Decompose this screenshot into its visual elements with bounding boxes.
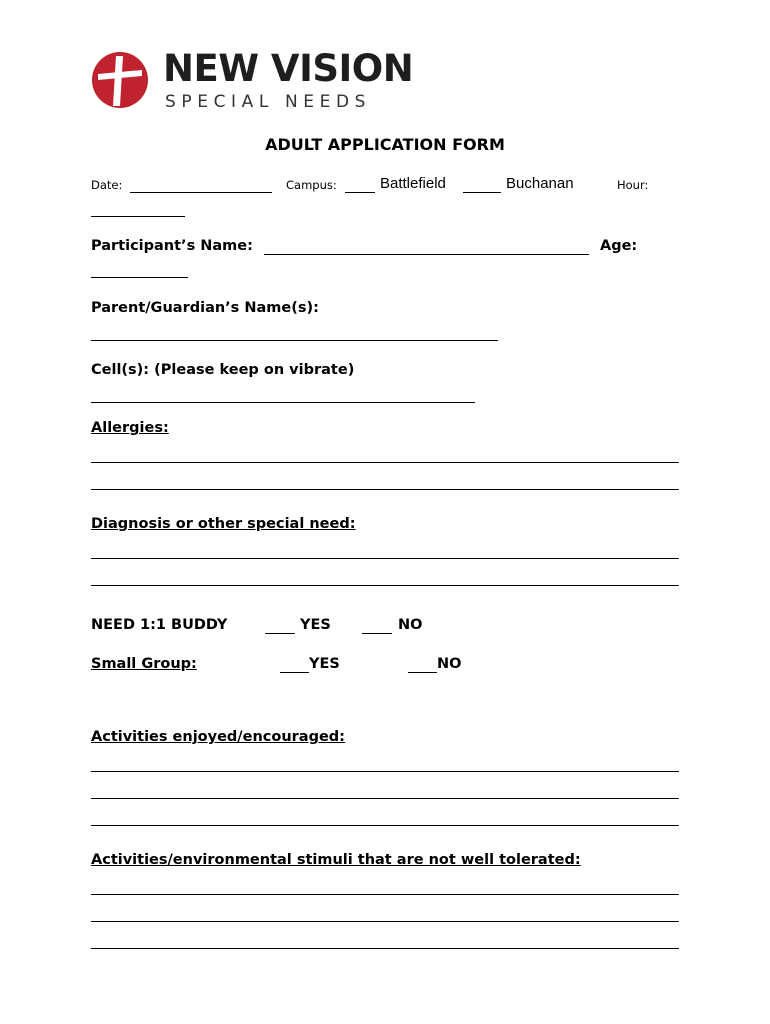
not-tolerated-label: Activities/environmental stimuli that are not well tolerated: (91, 852, 581, 868)
participant-name-label: Participant’s Name: (91, 238, 253, 254)
page-title: ADULT APPLICATION FORM (265, 135, 505, 154)
brand-name: NEW VISION (163, 47, 414, 90)
logo-mark (92, 52, 148, 108)
date-label: Date: (91, 178, 123, 192)
date-field[interactable] (130, 192, 272, 193)
buddy-no-label: NO (398, 617, 423, 633)
guardian-name-field[interactable] (91, 340, 498, 341)
activities-line-2[interactable] (91, 798, 679, 799)
campus-option-buchanan: Buchanan (506, 175, 574, 192)
diagnosis-line-1[interactable] (91, 558, 679, 559)
campus-label: Campus: (286, 178, 337, 192)
allergies-label: Allergies: (91, 420, 169, 436)
activities-line-1[interactable] (91, 771, 679, 772)
small-group-no-check[interactable] (408, 672, 437, 673)
campus-buchanan-check[interactable] (463, 192, 501, 193)
buddy-label: NEED 1:1 BUDDY (91, 617, 228, 633)
campus-battlefield-check[interactable] (345, 192, 375, 193)
guardian-name-label: Parent/Guardian’s Name(s): (91, 300, 319, 316)
allergies-line-2[interactable] (91, 489, 679, 490)
participant-name-field[interactable] (264, 254, 589, 255)
small-group-yes-label: YES (309, 656, 340, 672)
not-tolerated-line-1[interactable] (91, 894, 679, 895)
small-group-yes-check[interactable] (280, 672, 309, 673)
diagnosis-line-2[interactable] (91, 585, 679, 586)
buddy-no-check[interactable] (362, 633, 392, 634)
allergies-line-1[interactable] (91, 462, 679, 463)
not-tolerated-line-3[interactable] (91, 948, 679, 949)
buddy-yes-label: YES (300, 617, 331, 633)
small-group-no-label: NO (437, 656, 462, 672)
activities-line-3[interactable] (91, 825, 679, 826)
not-tolerated-line-2[interactable] (91, 921, 679, 922)
brand-subtitle: SPECIAL NEEDS (165, 92, 372, 112)
cell-label: Cell(s): (Please keep on vibrate) (91, 362, 355, 378)
small-group-label: Small Group: (91, 656, 197, 672)
campus-option-battlefield: Battlefield (380, 175, 446, 192)
hour-label: Hour: (617, 178, 649, 192)
hour-field[interactable] (91, 216, 185, 217)
cell-field[interactable] (91, 402, 475, 403)
activities-enjoyed-label: Activities enjoyed/encouraged: (91, 729, 345, 745)
cross-icon (92, 52, 148, 108)
buddy-yes-check[interactable] (265, 633, 295, 634)
diagnosis-label: Diagnosis or other special need: (91, 516, 356, 532)
age-field[interactable] (91, 277, 188, 278)
age-label: Age: (600, 238, 638, 254)
